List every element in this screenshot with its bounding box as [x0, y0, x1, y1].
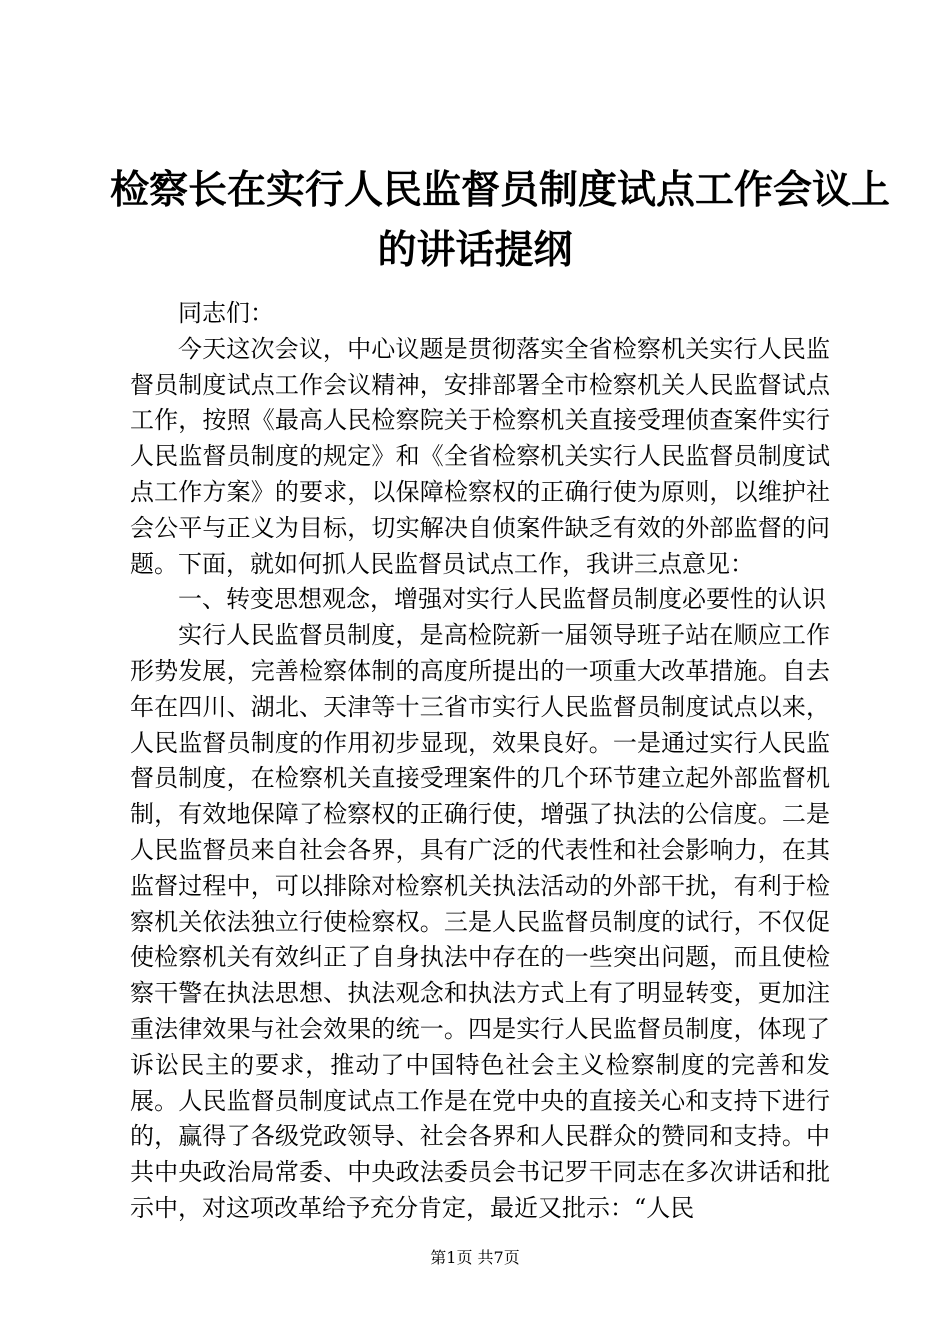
paragraph-section-1: 实行人民监督员制度，是高检院新一届领导班子站在顺应工作形势发展，完善检察体制的高度所提出的一项重大改革措施。自去年在四川、湖北、天津等十三省市实行人民监督员制度试点以来，人民监督员制度的作用初步显现，效果良好。一是通过实行人民监督员制度，在检察机关直接受理案件的几个环节建立起外部监督机制，有效地保障了检察权的正确行使，增强了执法的公信度。二是人民监督员来自社会各界，具有广泛的代表性和社会影响力，在其监督过程中，可以排除对检察机关执法活动的外部干扰，有利于检察机关依法独立行使检察权。三是人民监督员制度的试行，不仅促使检察机关有效纠正了自身执法中存在的一些突出问题，而且使检察干警在执法思想、执法观念和执法方式上有了明显转变，更加注重法律效果与社会效果的统一。四是实行人民监督员制度，体现了诉讼民主的要求，推动了中国特色社会主义检察制度的完善和发展。人民监督员制度试点工作是在党中央的直接关心和支持下进行的，赢得了各级党政领导、社会各界和人民群众的赞同和支持。中共中央政治局常委、中央政法委员会书记罗干同志在多次讲话和批示中，对这项改革给予充分肯定，最近又批示：“人民: [130, 621, 830, 1222]
salutation: 同志们：: [178, 299, 274, 327]
paragraph-intro: 今天这次会议，中心议题是贯彻落实全省检察机关实行人民监督员制度试点工作会议精神，安排部署全市检察机关人民监督试点工作，按照《最高人民检察院关于检察机关直接受理侦查案件实行人民监督员制度的规定》和《全省检察机关实行人民监督员制度试点工作方案》的要求，以保障检察权的正确行使为原则，以维护社会公平与正义为目标，切实解决自侦案件缺乏有效的外部监督的问题。下面，就如何抓人民监督员试点工作，我讲三点意见：: [130, 334, 830, 578]
document-title: [110, 160, 891, 280]
document-body: [130, 296, 830, 1227]
title-line-1: 检察长在实行人民监督员制度试点工作会议上: [110, 167, 891, 213]
title-line-2: 的讲话提纲: [377, 227, 573, 273]
page-number: 第1页 共7页: [430, 1248, 520, 1267]
section-heading-1: 一、转变思想观念，增强对实行人民监督员制度必要性的认识: [178, 585, 826, 614]
